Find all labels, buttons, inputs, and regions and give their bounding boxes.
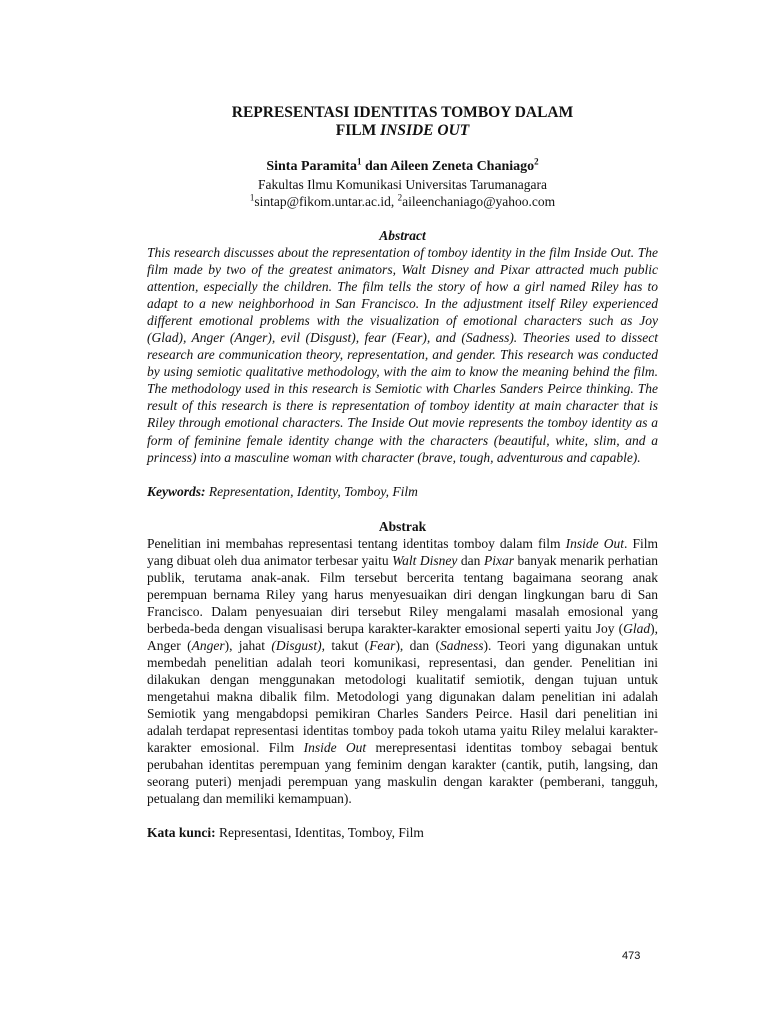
author-1: Sinta Paramita [266,159,357,174]
abstrak-seg: Penelitian ini membahas representasi tentang identitas tomboy dalam film [147,535,566,551]
abstrak-text [147,535,658,808]
email-1-sup: 1 [249,192,255,203]
abstrak-seg: ), jahat [224,637,272,653]
emails [147,193,658,210]
abstrak-seg: dan [457,552,484,568]
abstrak-seg: ), dan ( [395,637,440,653]
author-1-sup: 1 [356,156,362,167]
title-line-2-prefix: FILM [335,122,381,139]
abstrak-italic: Anger [191,637,225,653]
author-conjunction: dan Aileen Zeneta Chaniago [361,159,535,174]
abstrak-italic: Fear [369,637,396,653]
page-number: 473 [622,950,641,962]
abstrak-heading: Abstrak [378,518,427,534]
keywords-label: Keywords: [147,483,206,499]
abstrak-italic: Inside Out [565,535,624,551]
keywords [147,483,658,500]
title-line-2-italic: INSIDE OUT [380,122,470,139]
affiliation: Fakultas Ilmu Komunikasi Universitas Tarumanagara [258,177,547,192]
abstrak-italic: Sadness [439,637,484,653]
paper-title [147,104,658,140]
abstrak-seg: ), Anger ( [147,620,658,653]
author-2-sup: 2 [534,156,539,167]
authors [147,158,658,176]
abstrak-italic: (Disgust) [271,637,322,653]
kata-kunci-text: Representasi, Identitas, Tomboy, Film [215,825,424,841]
email-2-sup: 2 [397,192,403,203]
abstrak-seg: merepresentasi identitas tomboy sebagai bentuk perubahan identitas perempuan yang feminim dengan karakter (cantik, putih, langsing, dan seorang puteri) menjadi perempuan yang maskulin dengan karakter (pemberani, tangguh, petualang dan memiliki kemampuan). [147,740,658,807]
abstrak-seg: . Film yang dibuat oleh dua animator terbesar yaitu [147,535,658,568]
abstrak-seg: , takut ( [321,637,370,653]
abstract-text: This research discusses about the representation of tomboy identity in the film Inside Out. The film made by two of the greatest animators, Walt Disney and Pixar attracted much public attention, especially the children. The film tells the story of how a girl named Riley has to adapt to a new neighborhood in San Francisco. In the adjustment itself Riley experienced different emotional problems with the visualization of emotional characters such as Joy (Glad), Anger (Anger), evil (Disgust), fear (Fear), and (Sadness). Theories used to dissect research are communication theory, representation, and gender. This research was conducted by using semiotic qualitative methodology, with the aim to know the meaning behind the film. The methodology used in this research is Semiotic with Charles Sanders Peirce thinking. The result of this research is there is representation of tomboy identity at main character that is Riley through emotional characters. The Inside Out movie represents the tomboy identity as a form of feminine female identity change with the characters (beautiful, white, slim, and a princess) into a masculine woman with character (brave, tough, adventurous and capable). [147,245,658,465]
abstrak-italic: Inside Out [303,740,367,756]
abstrak-italic: Walt Disney [392,552,458,568]
abstrak-seg: ). Teori yang digunakan untuk membedah penelitian adalah teori komunikasi, representasi, dan gender. Penelitian ini dilakukan dengan menggunakan metodologi kualitatif semiotik, dengan tujuan untuk mengetahui makna dibalik film. Metodologi yang digunakan dalam penelitian ini adalah Semiotik yang mengabdopsi pemikiran Charles Sanders Peirce. Hasil dari penelitian ini adalah terdapat representasi identitas tomboy pada tokoh utama yaitu Riley melalui karakter-karakter emosional. Film [147,637,658,756]
kata-kunci [147,824,658,841]
keywords-text: Representation, Identity, Tomboy, Film [205,483,418,499]
abstrak-italic: Pixar [483,552,514,568]
abstrak-seg: banyak menarik perhatian publik, terutama anak-anak. Film tersebut bercerita tentang bagaimana seorang anak perempuan bernama Riley yang harus menyesuaikan diri dengan lingkungan baru di San Francisco. Dalam penyesuaian diri tersebut Riley mengalami masalah emosional yang berbeda-beda dengan visualisasi berupa karakter-karakter emosional seperti yaitu Joy ( [147,552,658,636]
email-1: sintap@fikom.untar.ac.id, [254,194,398,209]
email-2: aileenchaniago@yahoo.com [402,194,556,209]
abstrak-italic: Glad [623,620,651,636]
kata-kunci-label: Kata kunci: [147,825,216,841]
title-line-1: REPRESENTASI IDENTITAS TOMBOY DALAM [231,104,574,121]
paper-page [147,104,658,841]
abstract-heading: Abstract [379,228,426,243]
